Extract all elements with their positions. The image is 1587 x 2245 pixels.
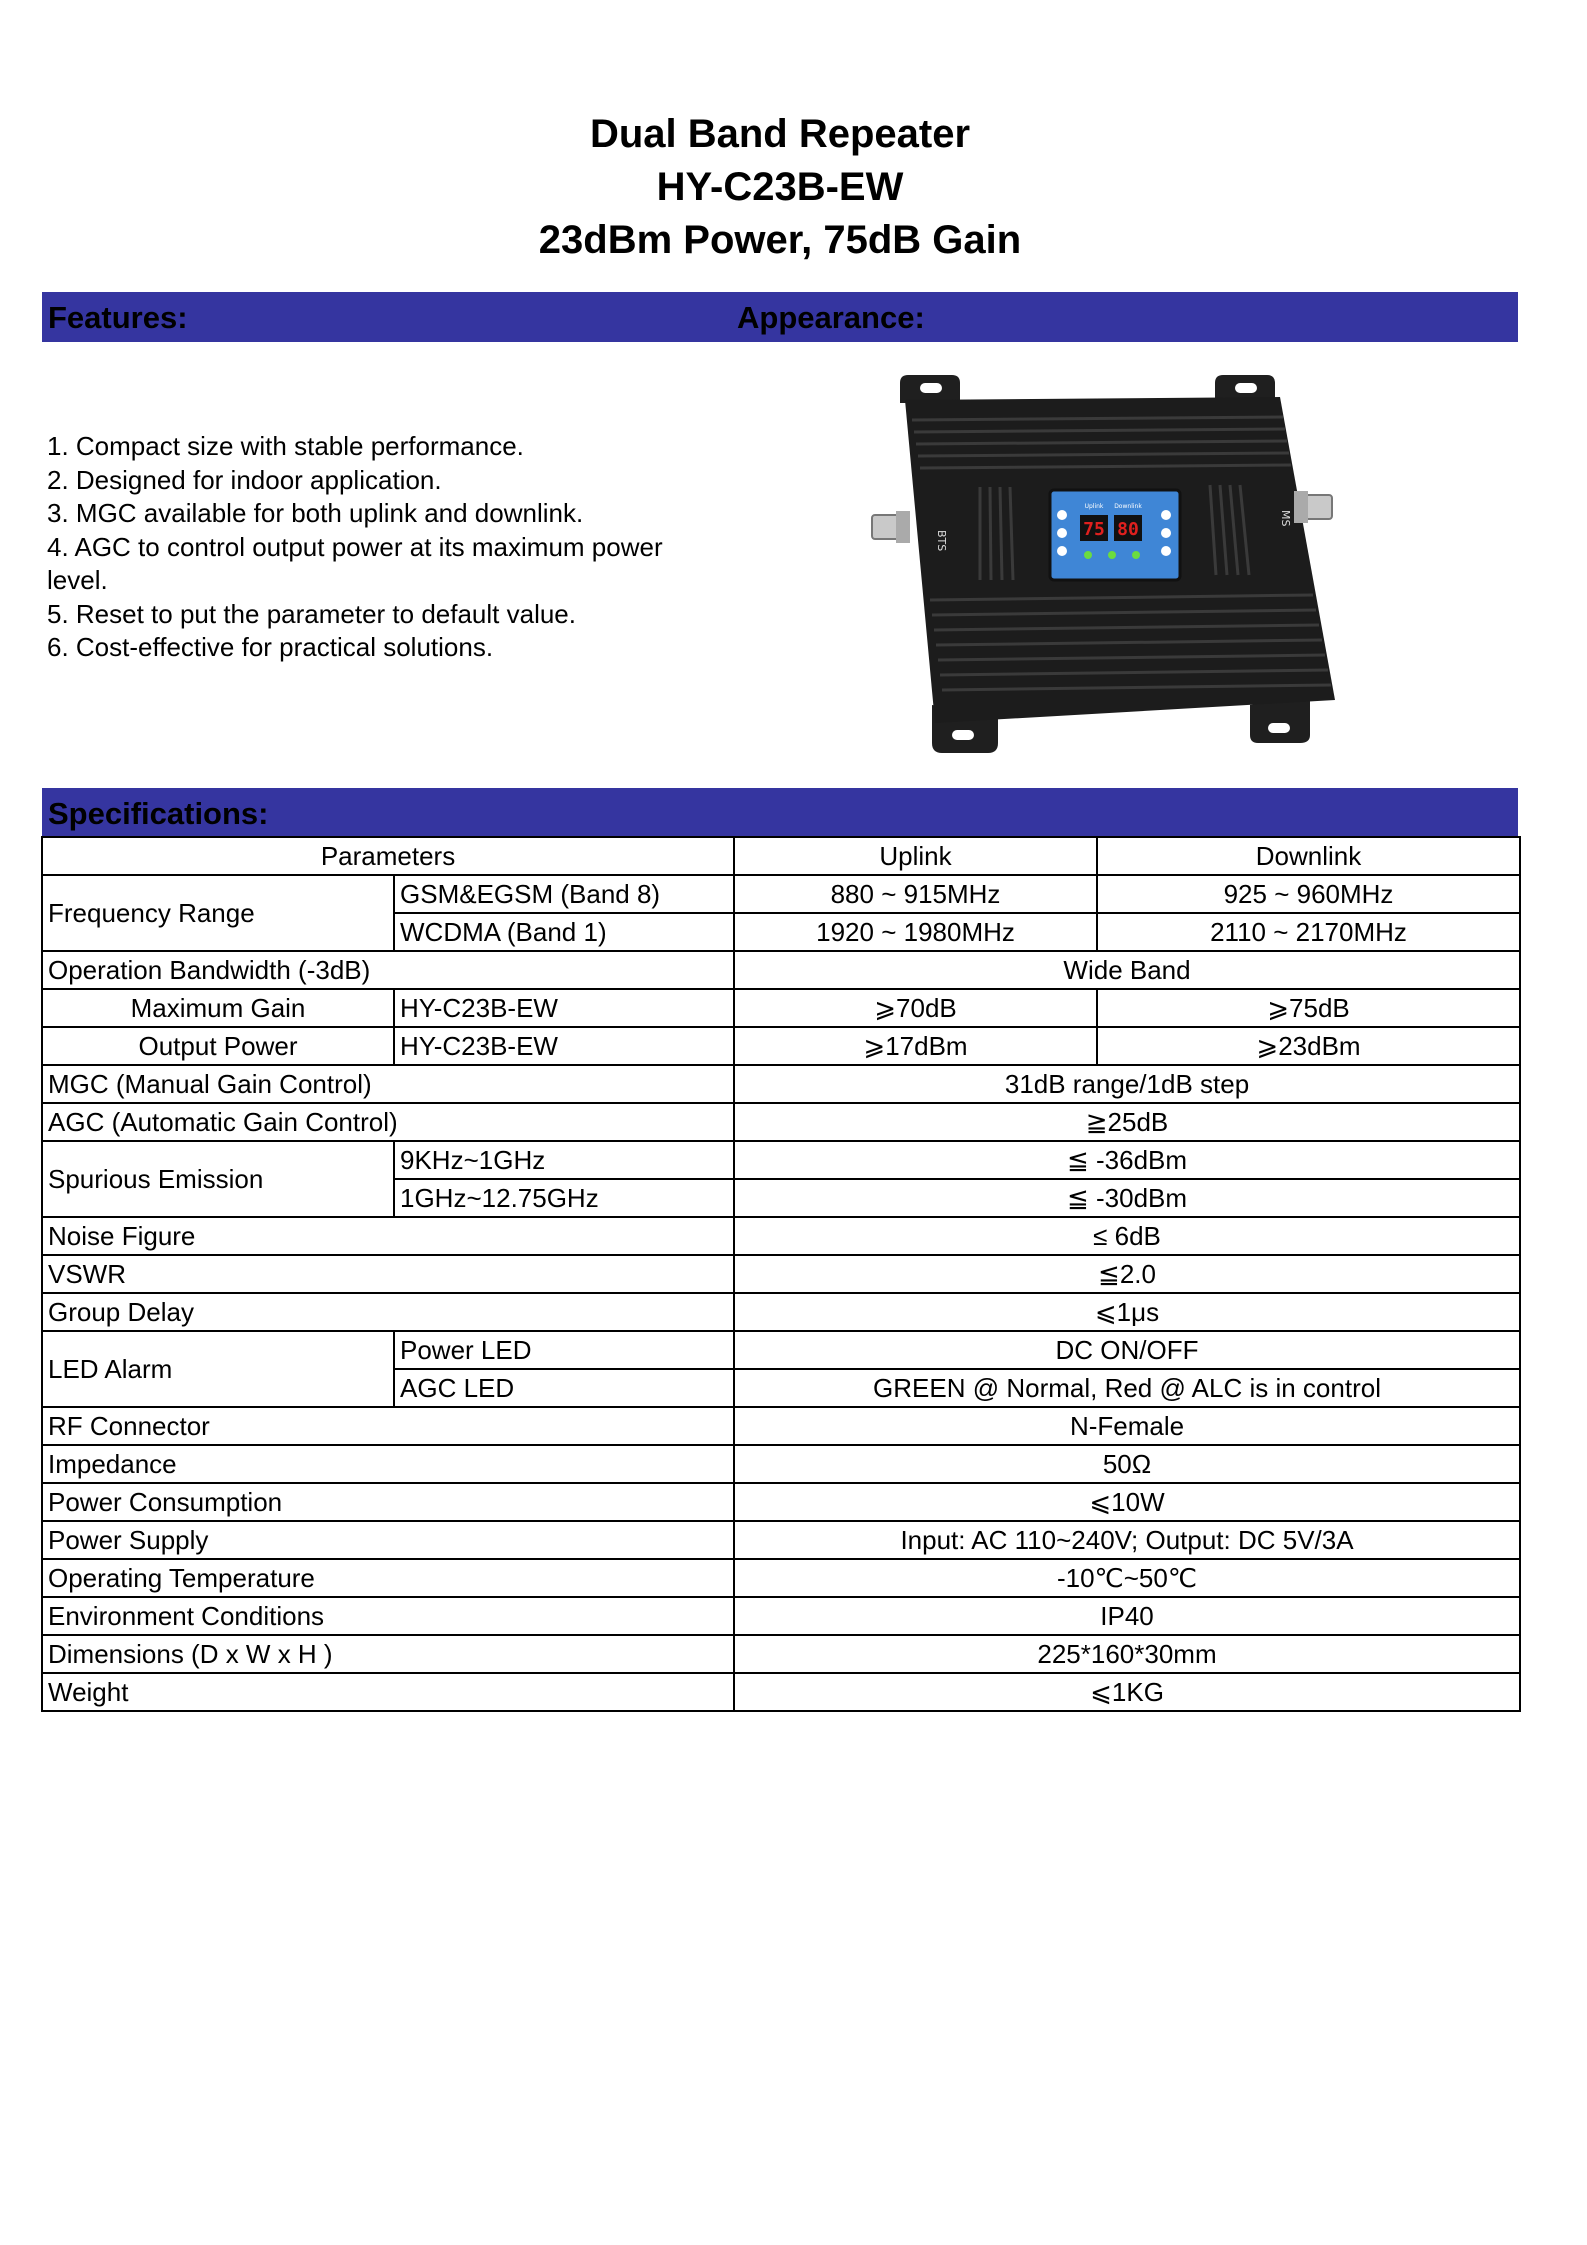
maximum-gain-model: HY-C23B-EW	[394, 989, 734, 1027]
dimensions-label: Dimensions (D x W x H )	[42, 1635, 734, 1673]
weight-label: Weight	[42, 1673, 734, 1711]
vswr-value: ≦2.0	[734, 1255, 1520, 1293]
table-row	[42, 1635, 1520, 1673]
group-delay-value: ⩽1μs	[734, 1293, 1520, 1331]
table-row	[42, 1331, 1520, 1369]
group-delay-label: Group Delay	[42, 1293, 734, 1331]
table-row	[42, 1217, 1520, 1255]
title-product-type: Dual Band Repeater	[589, 112, 971, 156]
downlink-gain-readout: 80	[1117, 519, 1139, 540]
environment-conditions-label: Environment Conditions	[42, 1597, 734, 1635]
table-row	[42, 1141, 1520, 1179]
table-row	[42, 875, 1520, 913]
features-heading: Features:	[48, 300, 188, 335]
uplink-gain-readout: 75	[1083, 519, 1105, 540]
operating-temperature-value: -10℃~50℃	[734, 1559, 1520, 1597]
table-row	[42, 1255, 1520, 1293]
frequency-band-label: GSM&EGSM (Band 8)	[394, 875, 734, 913]
title-power-gain: 23dBm Power, 75dB Gain	[538, 218, 1022, 262]
rf-connector-value: N-Female	[734, 1407, 1520, 1445]
power-supply-value: Input: AC 110~240V; Output: DC 5V/3A	[734, 1521, 1520, 1559]
table-row	[42, 1065, 1520, 1103]
specifications-table	[41, 836, 1521, 1712]
table-row	[42, 989, 1520, 1027]
noise-figure-value: ≤ 6dB	[734, 1217, 1520, 1255]
frequency-downlink-value: 2110 ~ 2170MHz	[1097, 913, 1520, 951]
table-row	[42, 1559, 1520, 1597]
operating-temperature-label: Operating Temperature	[42, 1559, 734, 1597]
feature-item: 2. Designed for indoor application.	[47, 464, 442, 495]
maximum-gain-downlink: ⩾75dB	[1097, 989, 1520, 1027]
features-appearance-header	[42, 292, 1518, 342]
header-uplink: Uplink	[734, 837, 1097, 875]
frequency-range-label: Frequency Range	[42, 875, 394, 951]
impedance-value: 50Ω	[734, 1445, 1520, 1483]
operation-bandwidth-label: Operation Bandwidth (-3dB)	[42, 951, 734, 989]
table-row	[42, 1103, 1520, 1141]
dimensions-value: 225*160*30mm	[734, 1635, 1520, 1673]
display-downlink-label: Downlink	[1114, 503, 1142, 510]
header-parameters: Parameters	[42, 837, 734, 875]
specifications-heading: Specifications:	[48, 796, 269, 831]
led-type-label: AGC LED	[394, 1369, 734, 1407]
frequency-downlink-value: 925 ~ 960MHz	[1097, 875, 1520, 913]
document-title	[0, 108, 1560, 267]
feature-item: 6. Cost-effective for practical solutions.	[47, 632, 494, 662]
impedance-label: Impedance	[42, 1445, 734, 1483]
appearance-heading: Appearance:	[737, 300, 925, 335]
power-consumption-value: ⩽10W	[734, 1483, 1520, 1521]
frequency-band-label: WCDMA (Band 1)	[394, 913, 734, 951]
output-power-uplink: ⩾17dBm	[734, 1027, 1097, 1065]
spurious-value: ≦ -36dBm	[734, 1141, 1520, 1179]
ms-port-label: MS	[1279, 510, 1292, 527]
feature-item: 3. MGC available for both uplink and downlink.	[47, 498, 584, 528]
led-type-label: Power LED	[394, 1331, 734, 1369]
frequency-uplink-value: 880 ~ 915MHz	[734, 875, 1097, 913]
feature-item: 4. AGC to control output power at its maximum power level.	[47, 531, 663, 595]
table-row	[42, 1521, 1520, 1559]
feature-item: 1. Compact size with stable performance.	[47, 431, 524, 461]
maximum-gain-label: Maximum Gain	[42, 989, 394, 1027]
frequency-uplink-value: 1920 ~ 1980MHz	[734, 913, 1097, 951]
display-uplink-label: Uplink	[1084, 503, 1104, 510]
mgc-label: MGC (Manual Gain Control)	[42, 1065, 734, 1103]
rf-connector-label: RF Connector	[42, 1407, 734, 1445]
table-row	[42, 1483, 1520, 1521]
header-downlink: Downlink	[1097, 837, 1520, 875]
repeater-product-image	[870, 375, 1340, 755]
environment-conditions-value: IP40	[734, 1597, 1520, 1635]
bts-port-label: BTS	[935, 530, 948, 552]
agc-value: ≧25dB	[734, 1103, 1520, 1141]
output-power-label: Output Power	[42, 1027, 394, 1065]
led-alarm-value: GREEN @ Normal, Red @ ALC is in control	[734, 1369, 1520, 1407]
table-row	[42, 1445, 1520, 1483]
maximum-gain-uplink: ⩾70dB	[734, 989, 1097, 1027]
table-row	[42, 1597, 1520, 1635]
table-row	[42, 1673, 1520, 1711]
table-row	[42, 1027, 1520, 1065]
power-consumption-label: Power Consumption	[42, 1483, 734, 1521]
led-alarm-value: DC ON/OFF	[734, 1331, 1520, 1369]
table-header-row	[42, 837, 1520, 875]
noise-figure-label: Noise Figure	[42, 1217, 734, 1255]
feature-item: 5. Reset to put the parameter to default value.	[47, 598, 576, 629]
title-model: HY-C23B-EW	[656, 165, 904, 209]
power-supply-label: Power Supply	[42, 1521, 734, 1559]
table-row	[42, 1293, 1520, 1331]
ms-connector-icon	[1294, 491, 1332, 523]
spurious-value: ≦ -30dBm	[734, 1179, 1520, 1217]
operation-bandwidth-value: Wide Band	[734, 951, 1520, 989]
agc-label: AGC (Automatic Gain Control)	[42, 1103, 734, 1141]
features-list	[47, 430, 707, 665]
table-row	[42, 951, 1520, 989]
table-row	[42, 1407, 1520, 1445]
specifications-header	[42, 788, 1518, 836]
spurious-range-label: 1GHz~12.75GHz	[394, 1179, 734, 1217]
spurious-range-label: 9KHz~1GHz	[394, 1141, 734, 1179]
output-power-model: HY-C23B-EW	[394, 1027, 734, 1065]
vswr-label: VSWR	[42, 1255, 734, 1293]
mgc-value: 31dB range/1dB step	[734, 1065, 1520, 1103]
bts-connector-icon	[872, 511, 910, 543]
spurious-emission-label: Spurious Emission	[42, 1141, 394, 1217]
output-power-downlink: ⩾23dBm	[1097, 1027, 1520, 1065]
weight-value: ⩽1KG	[734, 1673, 1520, 1711]
led-alarm-label: LED Alarm	[42, 1331, 394, 1407]
